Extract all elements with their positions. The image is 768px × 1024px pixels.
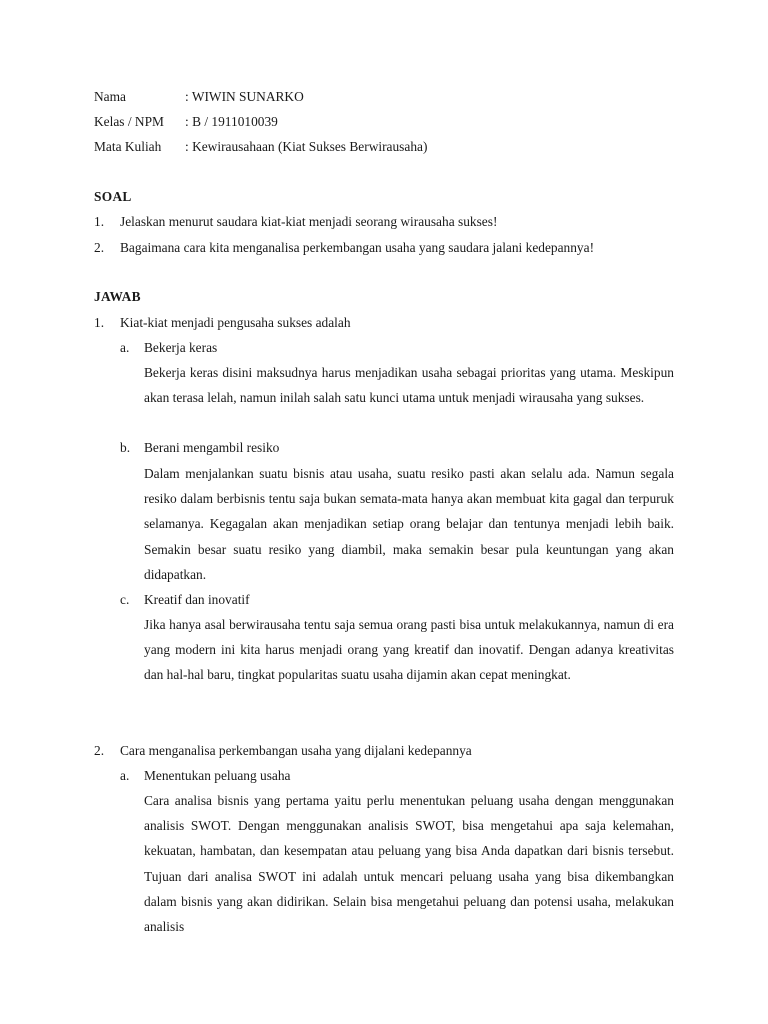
answer-1 [94, 310, 351, 335]
kelas-label: Kelas / NPM [94, 114, 164, 129]
soal-item-1 [94, 209, 497, 234]
answer-1a-body: Bekerja keras disini maksudnya harus menjadikan usaha sebagai prioritas yang utama. Meskipun akan terasa lelah, namun inilah salah satu kunci utama untuk menjadi wirausaha yang sukses. [144, 365, 674, 406]
answer-1c-body: Jika hanya asal berwirausaha tentu saja semua orang pasti bisa untuk melakukannya, namun di era yang modern ini kita harus menjadi orang yang kreatif dan inovatif. Dengan adanya kreativitas dan hal-hal baru, tingkat popularitas suatu usaha dijamin akan cepat meningkat. [144, 617, 674, 683]
soal-item-1-text: Jelaskan menurut saudara kiat-kiat menjadi seorang wirausaha sukses! [120, 214, 498, 229]
meta-row-kelas [94, 109, 278, 134]
meta-row-nama [94, 84, 304, 109]
answer-1-num: 1. [94, 315, 105, 330]
answer-2a-title-text: Menentukan peluang usaha [144, 768, 291, 783]
answer-1b-letter: b. [120, 440, 131, 455]
matkul-value: : Kewirausahaan (Kiat Sukses Berwirausaha) [185, 139, 428, 154]
matkul-label: Mata Kuliah [94, 139, 162, 154]
answer-1c-letter: c. [120, 592, 130, 607]
answer-1b-title-text: Berani mengambil resiko [144, 440, 280, 455]
soal-item-1-num: 1. [94, 214, 105, 229]
answer-1a-title-text: Bekerja keras [144, 340, 218, 355]
answer-2a-letter: a. [120, 768, 130, 783]
answer-1c-title-text: Kreatif dan inovatif [144, 592, 250, 607]
answer-2-text: Cara menganalisa perkembangan usaha yang dijalani kedepannya [120, 743, 472, 758]
answer-1-text: Kiat-kiat menjadi pengusaha sukses adalah [120, 315, 351, 330]
answer-2-num: 2. [94, 743, 105, 758]
soal-item-2 [94, 235, 594, 260]
answer-1b-title [120, 435, 279, 460]
nama-label: Nama [94, 89, 126, 104]
meta-row-matkul [94, 134, 427, 159]
answer-2a-body: Cara analisa bisnis yang pertama yaitu perlu menentukan peluang usaha dengan menggunakan analisis SWOT. Dengan menggunakan analisis SWOT, bisa mengetahui apa saja kelemahan, kekuatan, hambatan, dan kesempatan atau peluang yang bisa Anda dapatkan dari bisnis tersebut. Tujuan dari analisa SWOT ini adalah untuk mencari peluang usaha yang bisa dikembangkan dalam bisnis yang akan didirikan. Selain bisa mengetahui peluang dan potensi usaha, melakukan analisis [144, 793, 674, 935]
answer-1a-letter: a. [120, 340, 130, 355]
soal-item-2-text: Bagaimana cara kita menganalisa perkembangan usaha yang saudara jalani kedepannya! [120, 240, 595, 255]
answer-1a-title [120, 335, 217, 360]
answer-2a-title [120, 763, 291, 788]
jawab-heading: JAWAB [94, 289, 141, 304]
answer-2 [94, 738, 472, 763]
nama-value: : WIWIN SUNARKO [185, 89, 304, 104]
answer-1c-title [120, 587, 250, 612]
soal-item-2-num: 2. [94, 240, 105, 255]
soal-heading: SOAL [94, 189, 132, 204]
answer-1b-body: Dalam menjalankan suatu bisnis atau usaha, suatu resiko pasti akan selalu ada. Namun segala resiko dalam berbisnis tentu saja bukan semata-mata hanya akan membuat kita gagal dan terpuruk selamanya. Kegagalan akan menjadikan setiap orang belajar dan tentunya menjadi lebih baik. Semakin besar suatu resiko yang diambil, maka semakin besar pula keuntungan yang akan didapatkan. [144, 466, 674, 582]
kelas-value: : B / 1911010039 [185, 114, 278, 129]
